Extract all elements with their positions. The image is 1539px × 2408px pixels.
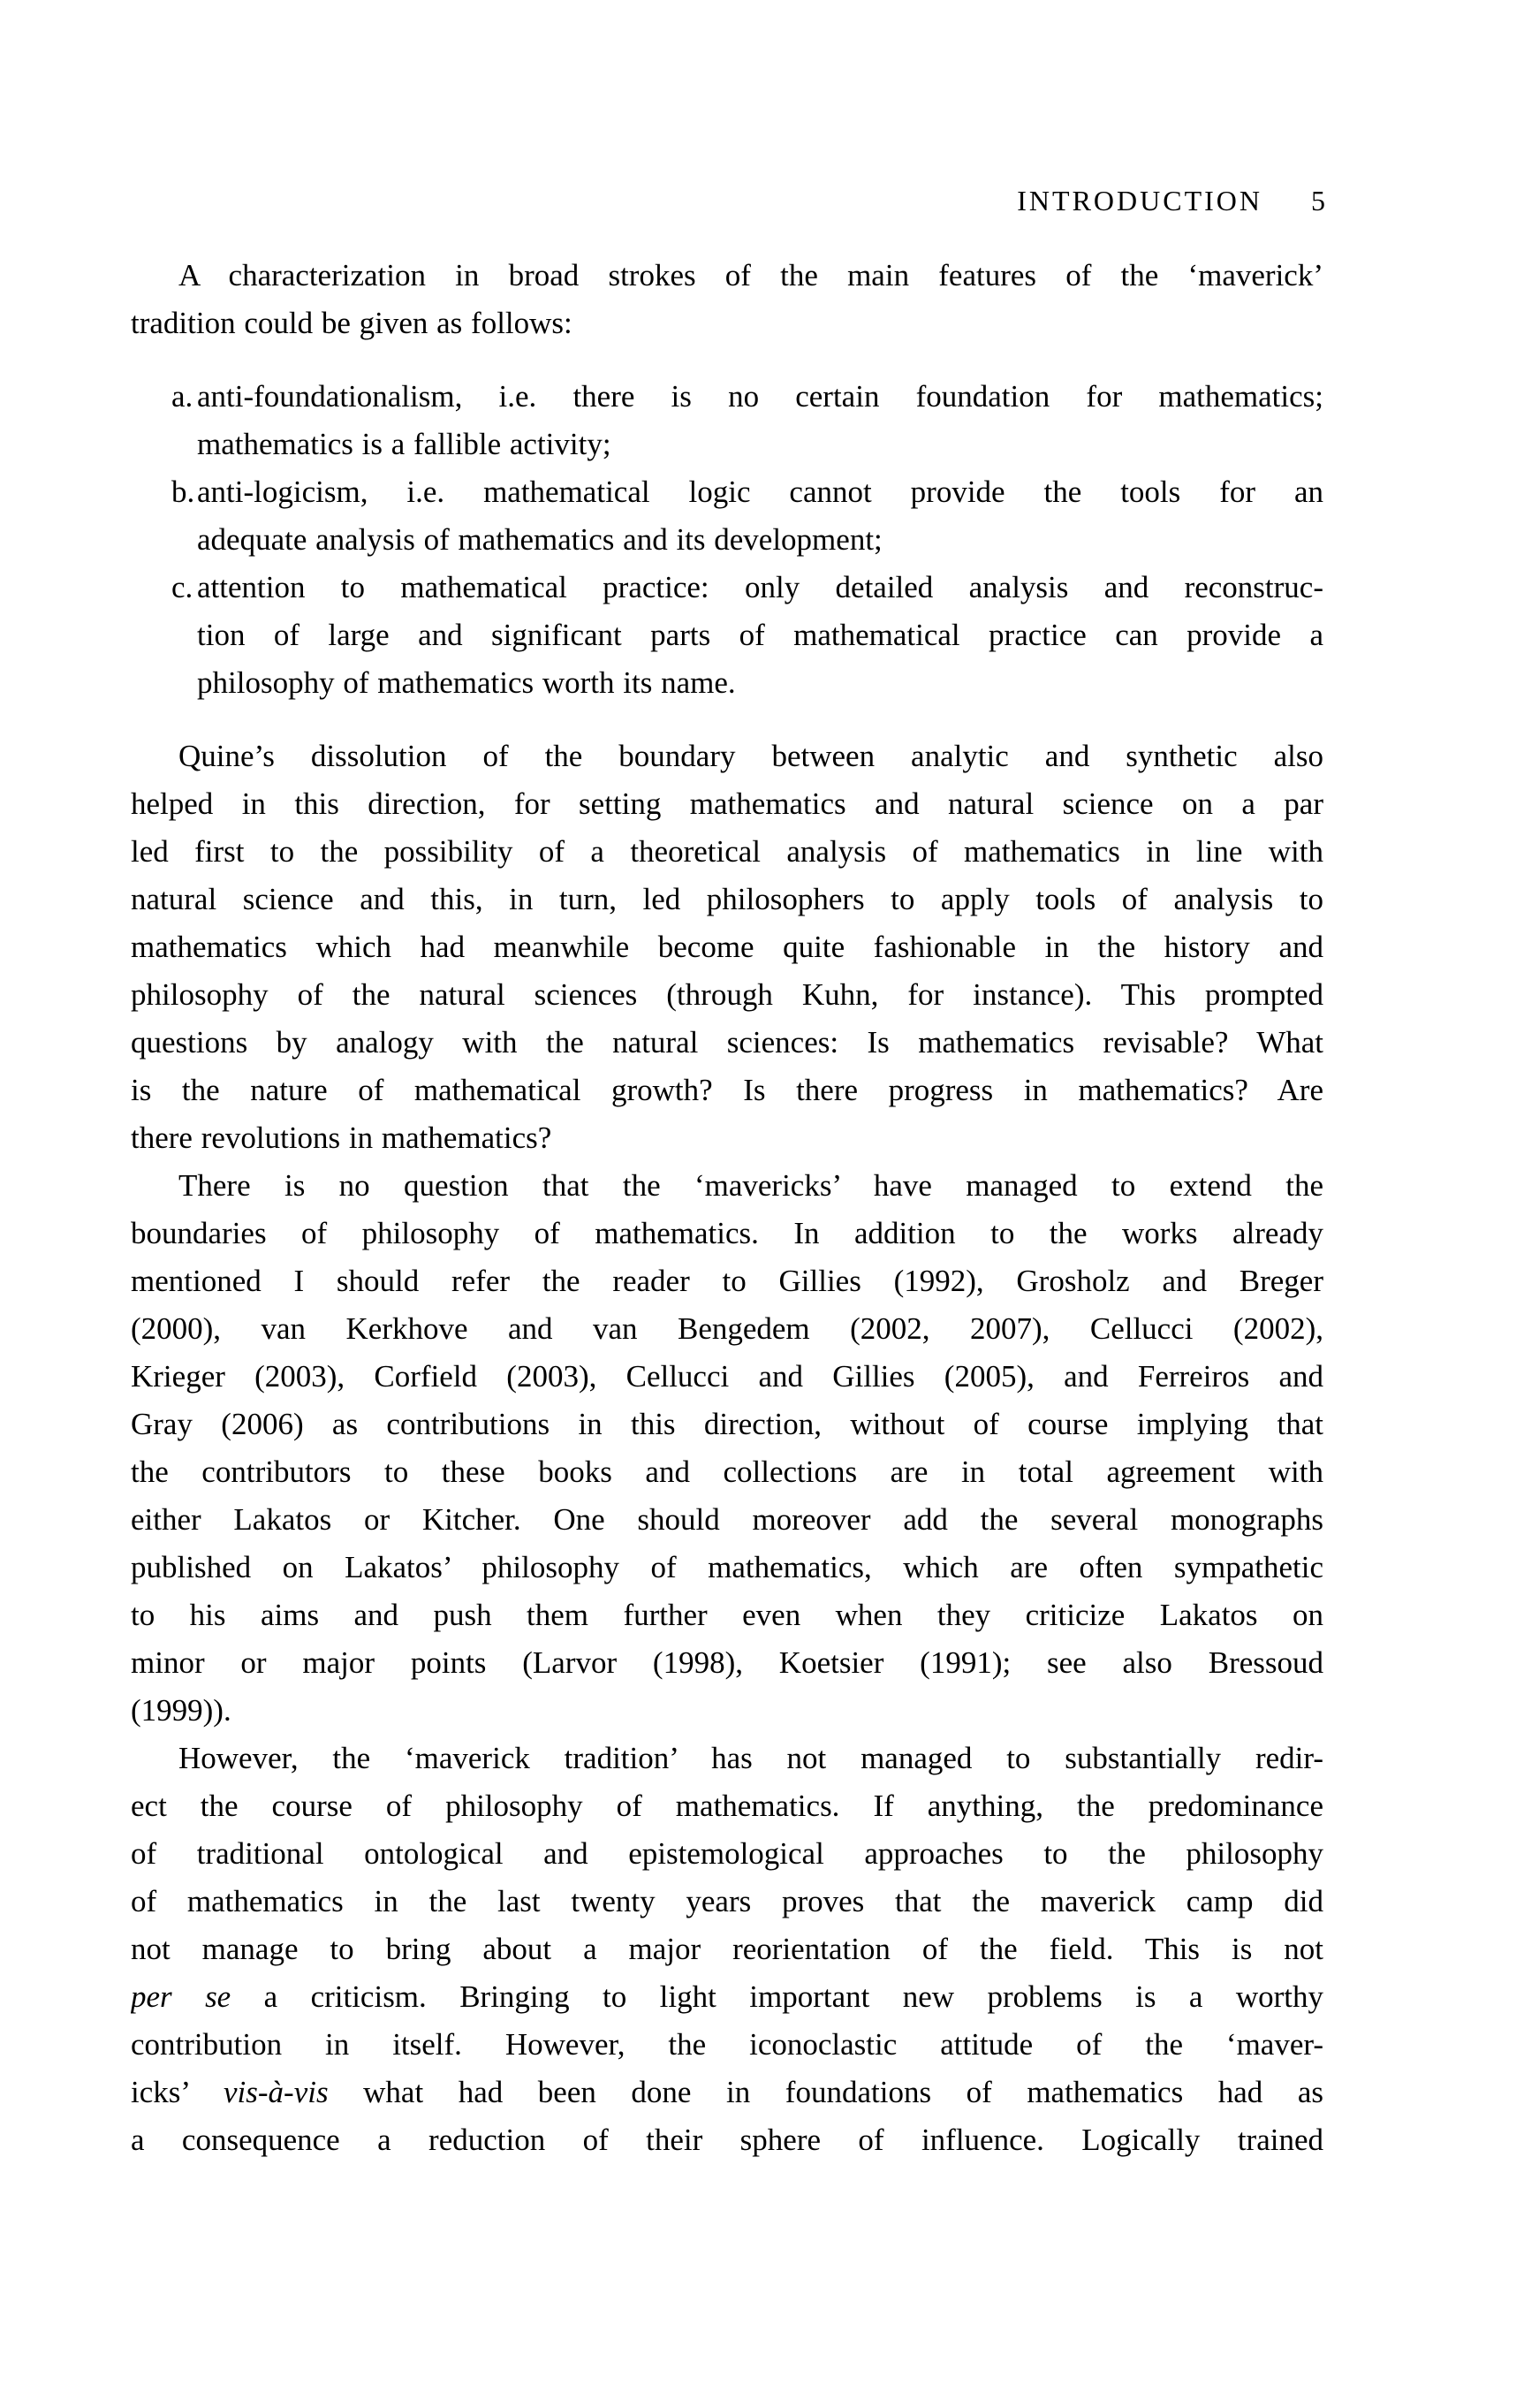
list-item [131, 564, 1323, 707]
text-line: anti-foundationalism, i.e. there is no certain foundation for mathematics; [197, 379, 1323, 414]
list-item [131, 373, 1323, 468]
text-line: (2000), van Kerkhove and van Bengedem (2002, 2007), Cellucci (2002), [131, 1311, 1323, 1346]
text-line: Quine’s dissolution of the boundary between analytic and synthetic also [178, 739, 1323, 773]
text-line: of traditional ontological and epistemological approaches to the philosophy [131, 1836, 1323, 1871]
text-line: is the nature of mathematical growth? Is there progress in mathematics? Are [131, 1073, 1323, 1107]
text-line: the contributors to these books and collections are in total agreement with [131, 1455, 1323, 1489]
text-line: philosophy of mathematics worth its name. [197, 665, 736, 700]
text-line: helped in this direction, for setting mathematics and natural science on a par [131, 786, 1323, 821]
text-line: mathematics which had meanwhile become quite fashionable in the history and [131, 930, 1323, 964]
paragraph [131, 252, 1323, 347]
page-number: 5 [1311, 185, 1325, 216]
text-line: tradition could be given as follows: [131, 306, 572, 340]
text-line: per se a criticism. Bringing to light important new problems is a worthy [131, 1979, 1323, 2014]
text-line: there revolutions in mathematics? [131, 1120, 552, 1155]
text-line: contribution in itself. However, the iconoclastic attitude of the ‘maver- [131, 2027, 1323, 2062]
text-line: Gray (2006) as contributions in this direction, without of course implying that [131, 1407, 1323, 1441]
text-line: ect the course of philosophy of mathematics. If anything, the predominance [131, 1789, 1323, 1823]
text-line: mathematics is a fallible activity; [197, 427, 611, 461]
text-line: minor or major points (Larvor (1998), Koetsier (1991); see also Bressoud [131, 1645, 1323, 1680]
paragraph [131, 1735, 1323, 2164]
list-item-marker: b. [171, 475, 195, 509]
text-line: either Lakatos or Kitcher. One should moreover add the several monographs [131, 1502, 1323, 1537]
text-line: A characterization in broad strokes of the main features of the ‘maverick’ [178, 258, 1323, 292]
paragraph [131, 733, 1323, 1162]
text-line: attention to mathematical practice: only detailed analysis and reconstruc- [197, 570, 1323, 604]
running-head [1017, 186, 1325, 215]
text-line: led first to the possibility of a theoretical analysis of mathematics in line with [131, 834, 1323, 869]
text-line: published on Lakatos’ philosophy of mathematics, which are often sympathetic [131, 1550, 1323, 1584]
text-line: (1999)). [131, 1693, 231, 1728]
list-item-marker: c. [171, 570, 193, 604]
running-head-title: INTRODUCTION [1017, 185, 1262, 216]
text-flow [131, 252, 1323, 2164]
text-line: tion of large and significant parts of mathematical practice can provide a [197, 618, 1323, 652]
text-line: a consequence a reduction of their sphere of influence. Logically trained [131, 2123, 1323, 2157]
lettered-list [131, 373, 1323, 707]
text-line: natural science and this, in turn, led philosophers to apply tools of analysis to [131, 882, 1323, 916]
text-line: anti-logicism, i.e. mathematical logic cannot provide the tools for an [197, 475, 1323, 509]
text-line: mentioned I should refer the reader to Gillies (1992), Grosholz and Breger [131, 1264, 1323, 1298]
text-line: However, the ‘maverick tradition’ has not managed to substantially redir- [178, 1741, 1323, 1775]
list-item-marker: a. [171, 379, 193, 414]
text-line: questions by analogy with the natural sciences: Is mathematics revisable? What [131, 1025, 1323, 1060]
text-line: icks’ vis-à-vis what had been done in foundations of mathematics had as [131, 2075, 1323, 2109]
text-line: There is no question that the ‘mavericks’ have managed to extend the [178, 1168, 1323, 1203]
text-line: philosophy of the natural sciences (through Kuhn, for instance). This prompted [131, 977, 1323, 1012]
text-line: Krieger (2003), Corfield (2003), Cellucci and Gillies (2005), and Ferreiros and [131, 1359, 1323, 1394]
text-line: to his aims and push them further even when they criticize Lakatos on [131, 1598, 1323, 1632]
text-line: of mathematics in the last twenty years proves that the maverick camp did [131, 1884, 1323, 1918]
text-line: adequate analysis of mathematics and its development; [197, 522, 883, 557]
text-line: boundaries of philosophy of mathematics. In addition to the works already [131, 1216, 1323, 1250]
list-item [131, 468, 1323, 564]
paragraph [131, 1162, 1323, 1735]
text-line: not manage to bring about a major reorientation of the field. This is not [131, 1932, 1323, 1966]
